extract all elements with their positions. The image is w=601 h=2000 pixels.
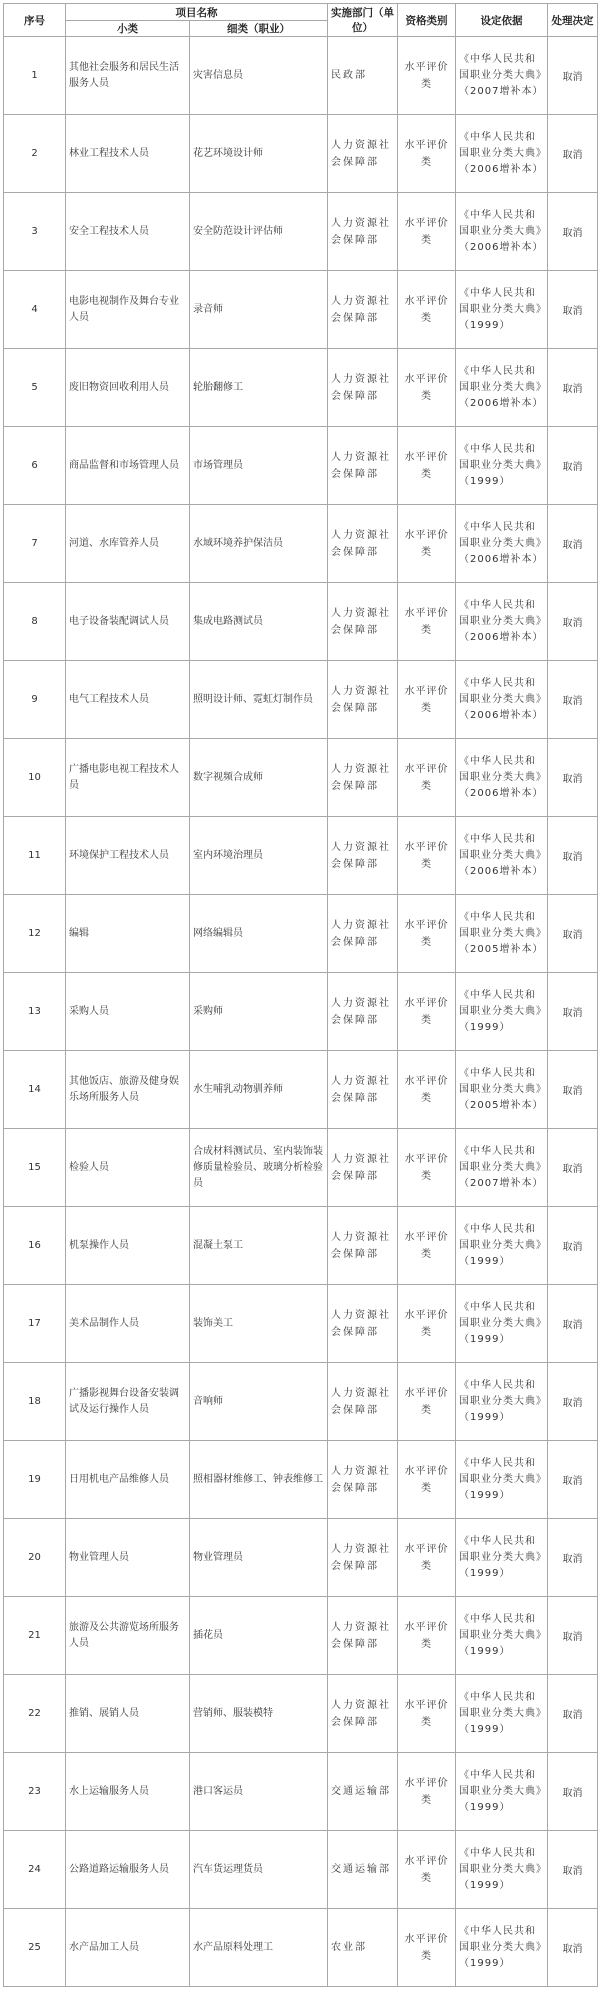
qualification-type: 水平评价类 bbox=[398, 817, 456, 895]
row-number: 8 bbox=[4, 583, 66, 661]
detail-occupation: 数字视频合成师 bbox=[190, 739, 328, 817]
decision: 取消 bbox=[548, 1207, 598, 1285]
table-body bbox=[4, 37, 598, 1987]
decision: 取消 bbox=[548, 1831, 598, 1909]
setting-basis: 《中华人民共和国职业分类大典》（1999） bbox=[456, 1441, 548, 1519]
implementing-dept: 人力资源社会保障部 bbox=[328, 115, 398, 193]
detail-occupation: 物业管理员 bbox=[190, 1519, 328, 1597]
setting-basis: 《中华人民共和国职业分类大典》（2007增补本） bbox=[456, 37, 548, 115]
implementing-dept: 人力资源社会保障部 bbox=[328, 349, 398, 427]
table-row bbox=[4, 1129, 598, 1207]
table-row bbox=[4, 37, 598, 115]
implementing-dept: 人力资源社会保障部 bbox=[328, 817, 398, 895]
table-row bbox=[4, 271, 598, 349]
implementing-dept: 人力资源社会保障部 bbox=[328, 1363, 398, 1441]
implementing-dept: 交通运输部 bbox=[328, 1831, 398, 1909]
setting-basis: 《中华人民共和国职业分类大典》（1999） bbox=[456, 427, 548, 505]
decision: 取消 bbox=[548, 349, 598, 427]
row-number: 23 bbox=[4, 1753, 66, 1831]
row-number: 12 bbox=[4, 895, 66, 973]
row-number: 7 bbox=[4, 505, 66, 583]
minor-category: 日用机电产品维修人员 bbox=[66, 1441, 190, 1519]
row-number: 15 bbox=[4, 1129, 66, 1207]
detail-occupation: 录音师 bbox=[190, 271, 328, 349]
minor-category: 物业管理人员 bbox=[66, 1519, 190, 1597]
table-row bbox=[4, 349, 598, 427]
table-row bbox=[4, 1831, 598, 1909]
qualification-type: 水平评价类 bbox=[398, 1285, 456, 1363]
qualification-type: 水平评价类 bbox=[398, 427, 456, 505]
qualification-type: 水平评价类 bbox=[398, 349, 456, 427]
minor-category: 广播影视舞台设备安装调试及运行操作人员 bbox=[66, 1363, 190, 1441]
minor-category: 电气工程技术人员 bbox=[66, 661, 190, 739]
table-row bbox=[4, 817, 598, 895]
qualification-type: 水平评价类 bbox=[398, 37, 456, 115]
minor-category: 旅游及公共游览场所服务人员 bbox=[66, 1597, 190, 1675]
table-row bbox=[4, 1285, 598, 1363]
table-row bbox=[4, 1363, 598, 1441]
implementing-dept: 民政部 bbox=[328, 37, 398, 115]
implementing-dept: 人力资源社会保障部 bbox=[328, 973, 398, 1051]
detail-occupation: 照相器材维修工、钟表维修工 bbox=[190, 1441, 328, 1519]
minor-category: 环境保护工程技术人员 bbox=[66, 817, 190, 895]
table-row bbox=[4, 427, 598, 505]
qualification-type: 水平评价类 bbox=[398, 1129, 456, 1207]
implementing-dept: 交通运输部 bbox=[328, 1753, 398, 1831]
setting-basis: 《中华人民共和国职业分类大典》（1999） bbox=[456, 1831, 548, 1909]
minor-category: 检验人员 bbox=[66, 1129, 190, 1207]
row-number: 21 bbox=[4, 1597, 66, 1675]
qualification-type: 水平评价类 bbox=[398, 271, 456, 349]
qualification-table bbox=[3, 3, 598, 1987]
row-number: 20 bbox=[4, 1519, 66, 1597]
row-number: 2 bbox=[4, 115, 66, 193]
row-number: 10 bbox=[4, 739, 66, 817]
implementing-dept: 人力资源社会保障部 bbox=[328, 1597, 398, 1675]
setting-basis: 《中华人民共和国职业分类大典》（1999） bbox=[456, 1597, 548, 1675]
decision: 取消 bbox=[548, 1597, 598, 1675]
detail-occupation: 插花员 bbox=[190, 1597, 328, 1675]
implementing-dept: 人力资源社会保障部 bbox=[328, 1051, 398, 1129]
table-row bbox=[4, 661, 598, 739]
table-header bbox=[4, 4, 598, 37]
detail-occupation: 采购师 bbox=[190, 973, 328, 1051]
detail-occupation: 水域环境养护保洁员 bbox=[190, 505, 328, 583]
minor-category: 编辑 bbox=[66, 895, 190, 973]
table-row bbox=[4, 1207, 598, 1285]
implementing-dept: 人力资源社会保障部 bbox=[328, 271, 398, 349]
minor-category: 废旧物资回收利用人员 bbox=[66, 349, 190, 427]
detail-occupation: 水生哺乳动物驯养师 bbox=[190, 1051, 328, 1129]
detail-occupation: 轮胎翻修工 bbox=[190, 349, 328, 427]
setting-basis: 《中华人民共和国职业分类大典》（2006增补本） bbox=[456, 115, 548, 193]
table-row bbox=[4, 193, 598, 271]
table-row bbox=[4, 505, 598, 583]
row-number: 4 bbox=[4, 271, 66, 349]
decision: 取消 bbox=[548, 1363, 598, 1441]
detail-occupation: 装饰美工 bbox=[190, 1285, 328, 1363]
header-no: 序号 bbox=[4, 4, 66, 37]
decision: 取消 bbox=[548, 37, 598, 115]
table-row bbox=[4, 1051, 598, 1129]
minor-category: 其他饭店、旅游及健身娱乐场所服务人员 bbox=[66, 1051, 190, 1129]
minor-category: 推销、展销人员 bbox=[66, 1675, 190, 1753]
implementing-dept: 人力资源社会保障部 bbox=[328, 1207, 398, 1285]
implementing-dept: 人力资源社会保障部 bbox=[328, 427, 398, 505]
decision: 取消 bbox=[548, 427, 598, 505]
minor-category: 美术品制作人员 bbox=[66, 1285, 190, 1363]
minor-category: 商品监督和市场管理人员 bbox=[66, 427, 190, 505]
detail-occupation: 水产品原料处理工 bbox=[190, 1909, 328, 1987]
row-number: 3 bbox=[4, 193, 66, 271]
row-number: 25 bbox=[4, 1909, 66, 1987]
row-number: 1 bbox=[4, 37, 66, 115]
table-row bbox=[4, 1909, 598, 1987]
setting-basis: 《中华人民共和国职业分类大典》（2006增补本） bbox=[456, 661, 548, 739]
implementing-dept: 人力资源社会保障部 bbox=[328, 193, 398, 271]
detail-occupation: 照明设计师、霓虹灯制作员 bbox=[190, 661, 328, 739]
decision: 取消 bbox=[548, 1909, 598, 1987]
setting-basis: 《中华人民共和国职业分类大典》（2005增补本） bbox=[456, 1051, 548, 1129]
row-number: 6 bbox=[4, 427, 66, 505]
minor-category: 采购人员 bbox=[66, 973, 190, 1051]
minor-category: 广播电影电视工程技术人员 bbox=[66, 739, 190, 817]
qualification-type: 水平评价类 bbox=[398, 505, 456, 583]
header-project-name: 项目名称 bbox=[66, 4, 328, 21]
qualification-type: 水平评价类 bbox=[398, 1597, 456, 1675]
row-number: 19 bbox=[4, 1441, 66, 1519]
detail-occupation: 花艺环境设计师 bbox=[190, 115, 328, 193]
setting-basis: 《中华人民共和国职业分类大典》（1999） bbox=[456, 973, 548, 1051]
detail-occupation: 混凝土泵工 bbox=[190, 1207, 328, 1285]
implementing-dept: 人力资源社会保障部 bbox=[328, 1285, 398, 1363]
qualification-type: 水平评价类 bbox=[398, 115, 456, 193]
setting-basis: 《中华人民共和国职业分类大典》（2006增补本） bbox=[456, 505, 548, 583]
table-row bbox=[4, 1441, 598, 1519]
setting-basis: 《中华人民共和国职业分类大典》（1999） bbox=[456, 1675, 548, 1753]
minor-category: 水上运输服务人员 bbox=[66, 1753, 190, 1831]
row-number: 17 bbox=[4, 1285, 66, 1363]
table-row bbox=[4, 1519, 598, 1597]
row-number: 18 bbox=[4, 1363, 66, 1441]
implementing-dept: 人力资源社会保障部 bbox=[328, 1129, 398, 1207]
minor-category: 水产品加工人员 bbox=[66, 1909, 190, 1987]
row-number: 5 bbox=[4, 349, 66, 427]
implementing-dept: 人力资源社会保障部 bbox=[328, 1519, 398, 1597]
decision: 取消 bbox=[548, 505, 598, 583]
row-number: 14 bbox=[4, 1051, 66, 1129]
decision: 取消 bbox=[548, 115, 598, 193]
setting-basis: 《中华人民共和国职业分类大典》（1999） bbox=[456, 1753, 548, 1831]
implementing-dept: 人力资源社会保障部 bbox=[328, 661, 398, 739]
qualification-type: 水平评价类 bbox=[398, 1675, 456, 1753]
setting-basis: 《中华人民共和国职业分类大典》（1999） bbox=[456, 1285, 548, 1363]
qualification-type: 水平评价类 bbox=[398, 1831, 456, 1909]
header-detail: 细类（职业） bbox=[190, 21, 328, 37]
decision: 取消 bbox=[548, 1051, 598, 1129]
table-row bbox=[4, 973, 598, 1051]
detail-occupation: 音响师 bbox=[190, 1363, 328, 1441]
qualification-type: 水平评价类 bbox=[398, 1441, 456, 1519]
table-row bbox=[4, 895, 598, 973]
decision: 取消 bbox=[548, 661, 598, 739]
qualification-type: 水平评价类 bbox=[398, 1207, 456, 1285]
decision: 取消 bbox=[548, 895, 598, 973]
minor-category: 安全工程技术人员 bbox=[66, 193, 190, 271]
qualification-type: 水平评价类 bbox=[398, 1519, 456, 1597]
setting-basis: 《中华人民共和国职业分类大典》（1999） bbox=[456, 1363, 548, 1441]
minor-category: 电子设备装配调试人员 bbox=[66, 583, 190, 661]
row-number: 24 bbox=[4, 1831, 66, 1909]
qualification-type: 水平评价类 bbox=[398, 973, 456, 1051]
detail-occupation: 安全防范设计评估师 bbox=[190, 193, 328, 271]
implementing-dept: 人力资源社会保障部 bbox=[328, 895, 398, 973]
table-row bbox=[4, 1597, 598, 1675]
decision: 取消 bbox=[548, 271, 598, 349]
detail-occupation: 灾害信息员 bbox=[190, 37, 328, 115]
qualification-type: 水平评价类 bbox=[398, 1909, 456, 1987]
setting-basis: 《中华人民共和国职业分类大典》（2006增补本） bbox=[456, 739, 548, 817]
decision: 取消 bbox=[548, 1675, 598, 1753]
setting-basis: 《中华人民共和国职业分类大典》（1999） bbox=[456, 1519, 548, 1597]
detail-occupation: 港口客运员 bbox=[190, 1753, 328, 1831]
header-basis: 设定依据 bbox=[456, 4, 548, 37]
qualification-type: 水平评价类 bbox=[398, 193, 456, 271]
setting-basis: 《中华人民共和国职业分类大典》（1999） bbox=[456, 1909, 548, 1987]
row-number: 22 bbox=[4, 1675, 66, 1753]
minor-category: 河道、水库管养人员 bbox=[66, 505, 190, 583]
qualification-type: 水平评价类 bbox=[398, 895, 456, 973]
decision: 取消 bbox=[548, 973, 598, 1051]
minor-category: 电影电视制作及舞台专业人员 bbox=[66, 271, 190, 349]
minor-category: 公路道路运输服务人员 bbox=[66, 1831, 190, 1909]
setting-basis: 《中华人民共和国职业分类大典》（2006增补本） bbox=[456, 817, 548, 895]
qualification-type: 水平评价类 bbox=[398, 583, 456, 661]
decision: 取消 bbox=[548, 1519, 598, 1597]
decision: 取消 bbox=[548, 739, 598, 817]
setting-basis: 《中华人民共和国职业分类大典》（2005增补本） bbox=[456, 895, 548, 973]
implementing-dept: 人力资源社会保障部 bbox=[328, 1675, 398, 1753]
implementing-dept: 人力资源社会保障部 bbox=[328, 583, 398, 661]
decision: 取消 bbox=[548, 1441, 598, 1519]
table-row bbox=[4, 1675, 598, 1753]
qualification-type: 水平评价类 bbox=[398, 739, 456, 817]
header-minor: 小类 bbox=[66, 21, 190, 37]
qualification-type: 水平评价类 bbox=[398, 1051, 456, 1129]
decision: 取消 bbox=[548, 1753, 598, 1831]
qualification-type: 水平评价类 bbox=[398, 661, 456, 739]
setting-basis: 《中华人民共和国职业分类大典》（2006增补本） bbox=[456, 583, 548, 661]
qualification-type: 水平评价类 bbox=[398, 1363, 456, 1441]
detail-occupation: 市场管理员 bbox=[190, 427, 328, 505]
header-decision: 处理决定 bbox=[548, 4, 598, 37]
header-dept: 实施部门（单位） bbox=[328, 4, 398, 37]
minor-category: 林业工程技术人员 bbox=[66, 115, 190, 193]
decision: 取消 bbox=[548, 817, 598, 895]
row-number: 9 bbox=[4, 661, 66, 739]
detail-occupation: 营销师、服装模特 bbox=[190, 1675, 328, 1753]
setting-basis: 《中华人民共和国职业分类大典》（2006增补本） bbox=[456, 193, 548, 271]
row-number: 16 bbox=[4, 1207, 66, 1285]
row-number: 13 bbox=[4, 973, 66, 1051]
qualification-type: 水平评价类 bbox=[398, 1753, 456, 1831]
table-row bbox=[4, 115, 598, 193]
detail-occupation: 网络编辑员 bbox=[190, 895, 328, 973]
decision: 取消 bbox=[548, 193, 598, 271]
decision: 取消 bbox=[548, 1285, 598, 1363]
detail-occupation: 室内环境治理员 bbox=[190, 817, 328, 895]
setting-basis: 《中华人民共和国职业分类大典》（1999） bbox=[456, 271, 548, 349]
implementing-dept: 农业部 bbox=[328, 1909, 398, 1987]
setting-basis: 《中华人民共和国职业分类大典》（1999） bbox=[456, 1207, 548, 1285]
table-row bbox=[4, 739, 598, 817]
table-row bbox=[4, 1753, 598, 1831]
row-number: 11 bbox=[4, 817, 66, 895]
implementing-dept: 人力资源社会保障部 bbox=[328, 505, 398, 583]
implementing-dept: 人力资源社会保障部 bbox=[328, 1441, 398, 1519]
minor-category: 机泵操作人员 bbox=[66, 1207, 190, 1285]
decision: 取消 bbox=[548, 583, 598, 661]
detail-occupation: 合成材料测试员、室内装饰装修质量检验员、玻璃分析检验员 bbox=[190, 1129, 328, 1207]
setting-basis: 《中华人民共和国职业分类大典》（2007增补本） bbox=[456, 1129, 548, 1207]
detail-occupation: 集成电路测试员 bbox=[190, 583, 328, 661]
decision: 取消 bbox=[548, 1129, 598, 1207]
implementing-dept: 人力资源社会保障部 bbox=[328, 739, 398, 817]
header-type: 资格类别 bbox=[398, 4, 456, 37]
table-row bbox=[4, 583, 598, 661]
setting-basis: 《中华人民共和国职业分类大典》（2006增补本） bbox=[456, 349, 548, 427]
detail-occupation: 汽车货运理货员 bbox=[190, 1831, 328, 1909]
minor-category: 其他社会服务和居民生活服务人员 bbox=[66, 37, 190, 115]
